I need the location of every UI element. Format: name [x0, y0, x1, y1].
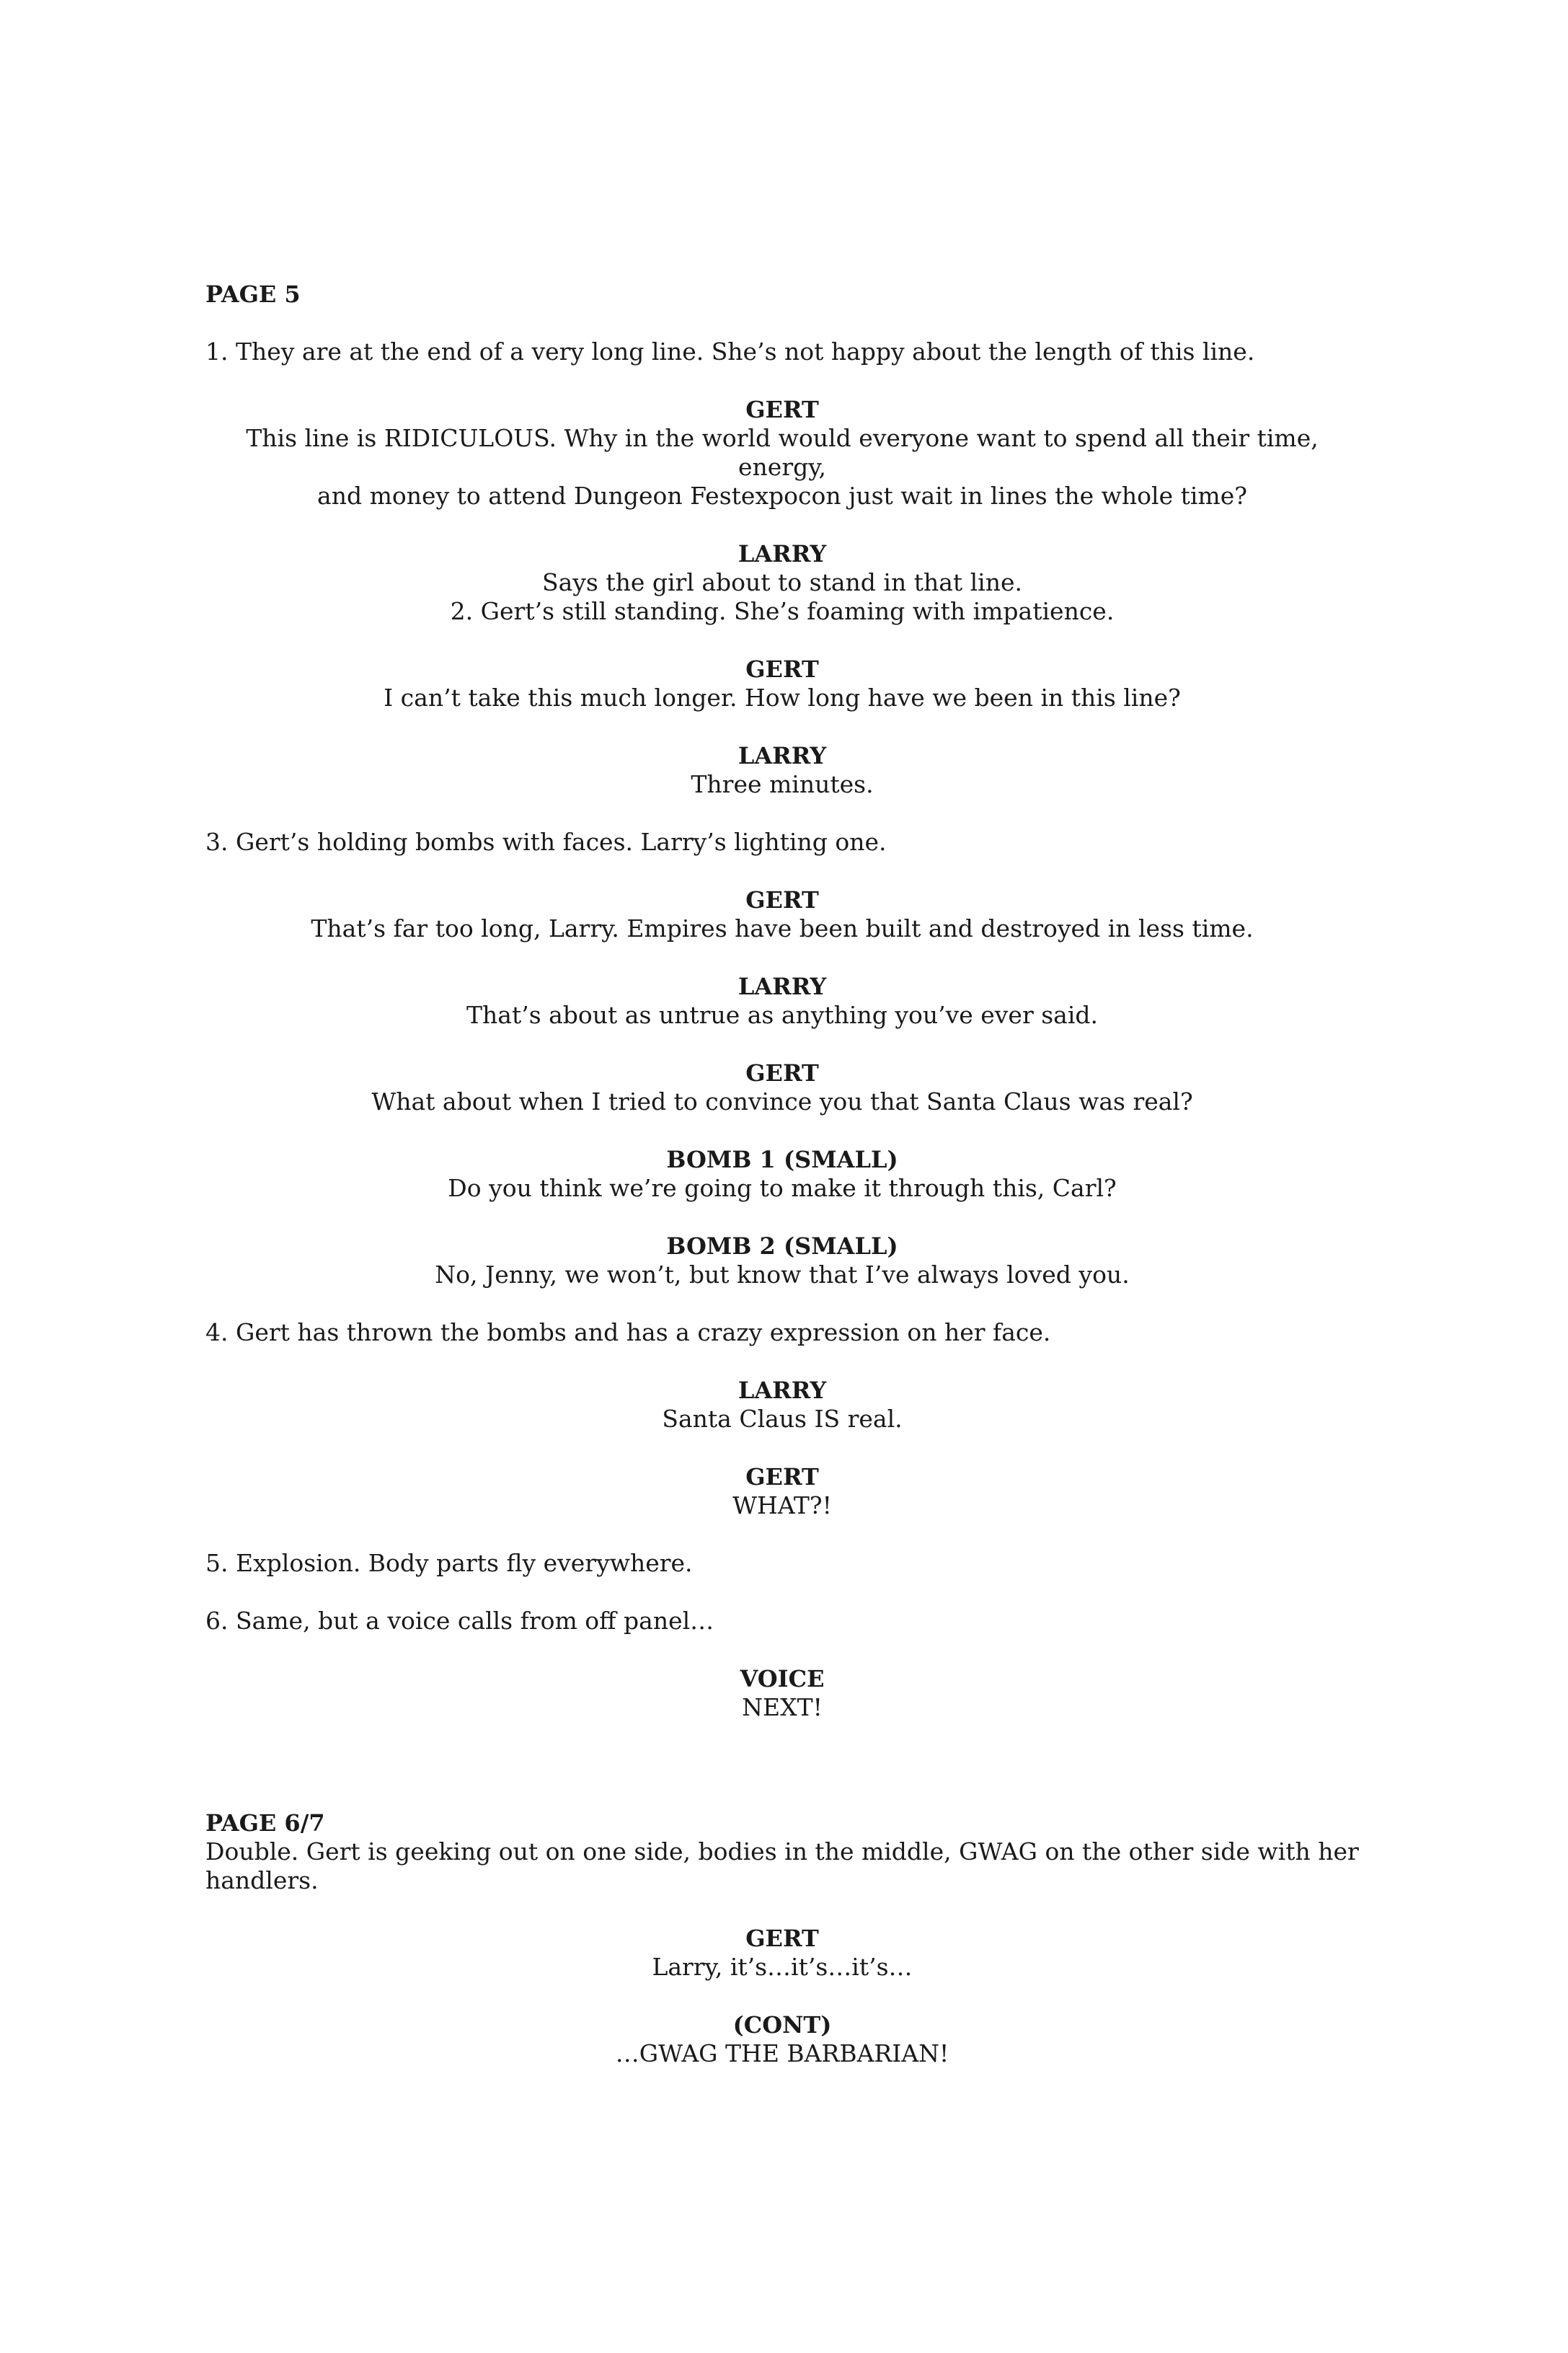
dialogue-line: …GWAG THE BARBARIAN! [615, 2039, 949, 2067]
dialogue-line: WHAT?! [732, 1491, 832, 1519]
page-heading: PAGE 5 [205, 281, 301, 308]
panel-description: 3. Gert’s holding bombs with faces. Larry’s lighting one. [205, 828, 887, 856]
dialogue-line: Santa Claus IS real. [662, 1405, 903, 1433]
panel-description: 5. Explosion. Body parts fly everywhere. [205, 1549, 693, 1577]
dialogue-line: Larry, it’s…it’s…it’s… [652, 1953, 913, 1981]
dialogue-line: 2. Gert’s still standing. She’s foaming with impatience. [450, 597, 1115, 625]
panel-description: Double. Gert is geeking out on one side, bodies in the middle, GWAG on the other side with her [205, 1837, 1359, 1866]
character-name: GERT [745, 886, 819, 914]
character-name: GERT [745, 1463, 819, 1491]
character-name: BOMB 1 (SMALL) [666, 1146, 898, 1173]
character-name: GERT [745, 1059, 819, 1087]
panel-description: handlers. [205, 1866, 319, 1894]
dialogue-line: Says the girl about to stand in that line. [541, 568, 1023, 596]
script-page [205, 280, 1359, 2068]
panel-description: 6. Same, but a voice calls from off panel… [205, 1607, 714, 1635]
dialogue-line: What about when I tried to convince you that Santa Claus was real? [371, 1087, 1193, 1116]
dialogue-line: I can’t take this much longer. How long have we been in this line? [384, 684, 1181, 712]
character-name: LARRY [738, 1377, 827, 1404]
character-name: LARRY [738, 973, 827, 1000]
dialogue-line: NEXT! [742, 1693, 823, 1721]
character-name: (CONT) [732, 2011, 832, 2039]
character-name: VOICE [740, 1665, 825, 1692]
character-name: LARRY [738, 742, 827, 769]
character-name: GERT [745, 396, 819, 423]
dialogue-line: No, Jenny, we won’t, but know that I’ve always loved you. [435, 1261, 1130, 1289]
dialogue-line: That’s about as untrue as anything you’ve ever said. [466, 1001, 1098, 1029]
character-name: BOMB 2 (SMALL) [666, 1232, 898, 1260]
dialogue-line: That’s far too long, Larry. Empires have been built and destroyed in less time. [311, 914, 1254, 942]
character-name: GERT [745, 1925, 819, 1952]
character-name: GERT [745, 655, 819, 683]
page-heading: PAGE 6/7 [205, 1809, 325, 1837]
panel-description: 4. Gert has thrown the bombs and has a crazy expression on her face. [205, 1318, 1051, 1346]
dialogue-line: Three minutes. [691, 770, 874, 798]
panel-description: 1. They are at the end of a very long line. She’s not happy about the length of this line. [205, 337, 1255, 366]
character-name: LARRY [738, 540, 827, 568]
dialogue-line: Do you think we’re going to make it through this, Carl? [448, 1174, 1117, 1202]
dialogue-line: This line is RIDICULOUS. Why in the world would everyone want to spend all their time, energy, [246, 424, 1319, 481]
dialogue-line: and money to attend Dungeon Festexpocon just wait in lines the whole time? [317, 482, 1247, 510]
